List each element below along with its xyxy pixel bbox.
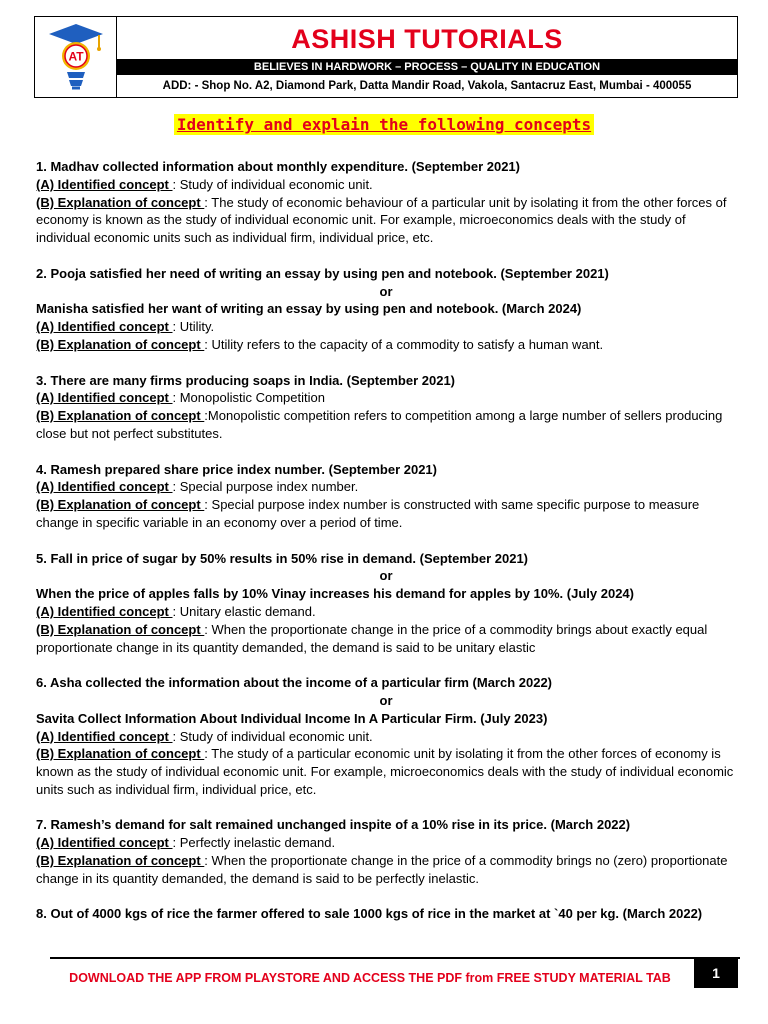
identified-concept-label: (A) Identified concept [36, 728, 173, 744]
explanation-value: : The study of economic behaviour of a particular unit by isolating it from the other forces of economy is known as the study of individual economic unit. For example, microeconomics deals with the study of individual economic units such as individual firm, individual price, etc. [36, 194, 727, 246]
explanation-value: : Utility refers to the capacity of a commodity to satisfy a human want. [204, 336, 604, 352]
explanation-value: : Special purpose index number is constructed with same specific purpose to measure change in specific variable in an economy over a period of time. [36, 497, 700, 530]
explanation-label: (B) Explanation of concept [36, 497, 205, 513]
question-text: 1. Madhav collected information about monthly expenditure. (September 2021) [36, 159, 520, 174]
identified-concept-value: : Study of individual economic unit. [172, 176, 373, 192]
question-2 [36, 265, 736, 354]
identified-concept [36, 603, 736, 621]
explanation-label: (B) Explanation of concept [36, 194, 205, 210]
question-alt-text: Manisha satisfied her want of writing an essay by using pen and notebook. (March 2024) [36, 301, 582, 317]
identified-concept-value: : Special purpose index number. [172, 479, 359, 495]
page-number: 1 [694, 958, 738, 988]
explanation-value: : When the proportionate change in the price of a commodity brings about exactly equal proportionate change in its quantity demanded, the demand is said to be unitary elastic [36, 621, 708, 655]
question-text: 4. Ramesh prepared share price index number. (September 2021) [36, 461, 437, 477]
concept-explanation [36, 407, 736, 443]
or-separator: or [379, 568, 393, 584]
identified-concept [36, 728, 736, 746]
or-separator: or [379, 283, 393, 299]
svg-text:AT: AT [68, 49, 84, 64]
section-title-text: Identify and explain the following concepts [174, 114, 594, 135]
footer-download-notice: DOWNLOAD THE APP FROM PLAYSTORE AND ACCESS THE PDF from FREE STUDY MATERIAL TAB [69, 971, 671, 985]
identified-concept-label: (A) Identified concept [36, 319, 173, 335]
explanation-label: (B) Explanation of concept [36, 746, 205, 762]
question-7 [36, 816, 736, 887]
letterhead [34, 16, 738, 98]
question-1 [36, 158, 736, 247]
question-text: 2. Pooja satisfied her need of writing an essay by using pen and notebook. (September 2021) [36, 265, 609, 281]
question-alt-text: When the price of apples falls by 10% Vinay increases his demand for apples by 10%. (July 2024) [36, 586, 634, 602]
question-list [36, 158, 736, 941]
explanation-label: (B) Explanation of concept [36, 621, 205, 637]
concept-explanation [36, 496, 736, 532]
footer-divider [50, 957, 740, 959]
explanation-label: (B) Explanation of concept [36, 853, 205, 869]
question-text: 5. Fall in price of sugar by 50% results in 50% rise in demand. (September 2021) [36, 550, 529, 566]
concept-explanation [36, 621, 736, 657]
logo [35, 17, 117, 97]
identified-concept [36, 389, 736, 407]
question-text: 8. Out of 4000 kgs of rice the farmer offered to sale 1000 kgs of rice in the market at `40 per kg. (March 2022) [36, 906, 703, 922]
identified-concept [36, 318, 736, 336]
question-alt-text: Savita Collect Information About Individual Income In A Particular Firm. (July 2023) [36, 710, 548, 726]
question-5 [36, 550, 736, 657]
concept-explanation [36, 194, 736, 247]
identified-concept-label: (A) Identified concept [36, 479, 173, 495]
section-title [0, 115, 768, 135]
identified-concept-value: : Study of individual economic unit. [172, 728, 373, 744]
address: ADD: - Shop No. A2, Diamond Park, Datta Mandir Road, Vakola, Santacruz East, Mumbai - 400055 [162, 80, 692, 92]
explanation-label: (B) Explanation of concept [36, 408, 205, 424]
identified-concept-label: (A) Identified concept [36, 603, 173, 619]
question-4 [36, 461, 736, 532]
identified-concept-value: : Monopolistic Competition [172, 390, 325, 406]
or-separator: or [379, 692, 393, 708]
brand-name: ASHISH TUTORIALS [291, 24, 563, 54]
identified-concept [36, 834, 736, 852]
explanation-value: : When the proportionate change in the price of a commodity brings no (zero) proportionate change in its quantity demanded, the demand is said to be perfectly inelastic. [36, 853, 728, 886]
concept-explanation [36, 745, 736, 798]
identified-concept-value: : Perfectly inelastic demand. [172, 835, 336, 851]
explanation-value: : The study of a particular economic unit by isolating it from the other forces of economy is known as the study of individual economic unit. For example, microeconomics deals with the study of individual economic units such as individual firm, individual price, etc. [36, 746, 734, 797]
identified-concept-label: (A) Identified concept [36, 390, 173, 406]
question-text: 7. Ramesh’s demand for salt remained unchanged inspite of a 10% rise in its price. (March 2022) [36, 817, 631, 833]
explanation-label: (B) Explanation of concept [36, 336, 205, 352]
identified-concept-value: : Unitary elastic demand. [172, 603, 316, 619]
identified-concept-value: : Utility. [172, 319, 215, 335]
question-8 [36, 905, 736, 923]
identified-concept [36, 478, 736, 496]
concept-explanation [36, 336, 736, 354]
question-text: 6. Asha collected the information about the income of a particular firm (March 2022) [36, 675, 553, 691]
question-6 [36, 674, 736, 799]
identified-concept-label: (A) Identified concept [36, 835, 173, 851]
question-text: 3. There are many firms producing soaps in India. (September 2021) [36, 372, 456, 388]
identified-concept [36, 176, 736, 194]
question-3 [36, 372, 736, 443]
identified-concept-label: (A) Identified concept [36, 176, 173, 192]
concept-explanation [36, 852, 736, 888]
explanation-value: :Monopolistic competition refers to competition among a large number of sellers producing close but not perfect substitutes. [36, 408, 723, 441]
tagline: BELIEVES IN HARDWORK – PROCESS – QUALITY IN EDUCATION [117, 59, 737, 75]
graduate-bulb-logo-icon [45, 22, 107, 92]
